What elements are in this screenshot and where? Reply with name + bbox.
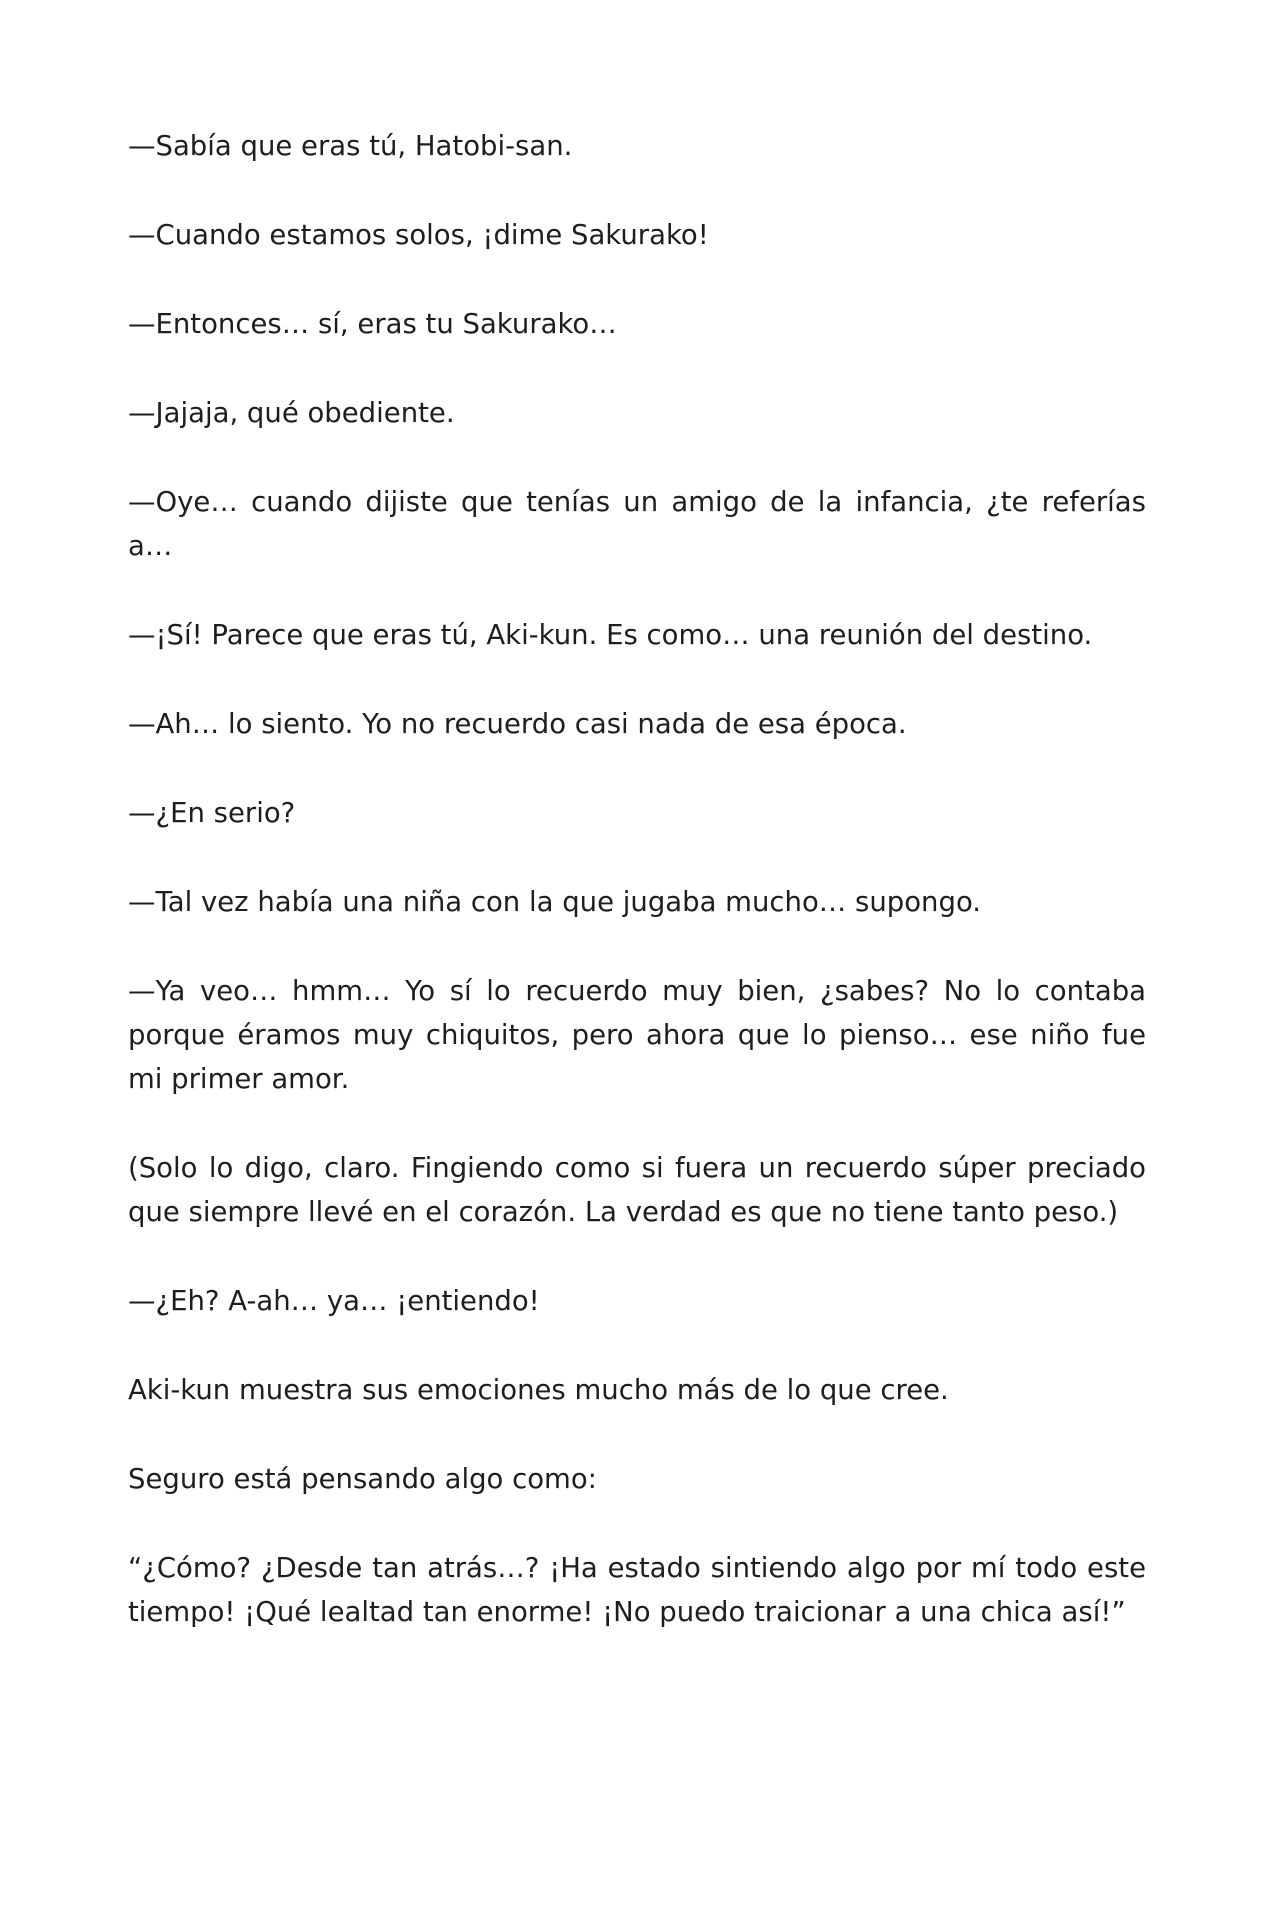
paragraph: —Ah… lo siento. Yo no recuerdo casi nada de esa época. xyxy=(128,708,907,740)
paragraph: —Tal vez había una niña con la que jugaba mucho… supongo. xyxy=(128,886,982,918)
paragraph: (Solo lo digo, claro. Fingiendo como si fuera un recuerdo súper preciado que siempre llevé en el corazón. La verdad es que no tiene tanto peso.) xyxy=(128,1152,1146,1228)
paragraph: —Jajaja, qué obediente. xyxy=(128,397,455,429)
paragraph: —¿Eh? A-ah… ya… ¡entiendo! xyxy=(128,1285,540,1317)
paragraph: —¿En serio? xyxy=(128,797,296,829)
paragraph: —Cuando estamos solos, ¡dime Sakurako! xyxy=(128,219,709,251)
paragraph: —Entonces… sí, eras tu Sakurako… xyxy=(128,308,617,340)
paragraph: Aki-kun muestra sus emociones mucho más de lo que cree. xyxy=(128,1374,949,1406)
paragraph: Seguro está pensando algo como: xyxy=(128,1463,597,1495)
paragraph: —Oye… cuando dijiste que tenías un amigo de la infancia, ¿te referías a… xyxy=(128,486,1146,562)
paragraph: —Ya veo… hmm… Yo sí lo recuerdo muy bien, ¿sabes? No lo contaba porque éramos muy chiquitos, pero ahora que lo pienso… ese niño fue mi primer amor. xyxy=(128,975,1146,1095)
paragraph: “¿Cómo? ¿Desde tan atrás…? ¡Ha estado sintiendo algo por mí todo este tiempo! ¡Qué lealtad tan enorme! ¡No puedo traicionar a una chica así!” xyxy=(128,1552,1146,1628)
paragraph: —Sabía que eras tú, Hatobi-san. xyxy=(128,130,573,162)
paragraph: —¡Sí! Parece que eras tú, Aki-kun. Es como… una reunión del destino. xyxy=(128,619,1093,651)
